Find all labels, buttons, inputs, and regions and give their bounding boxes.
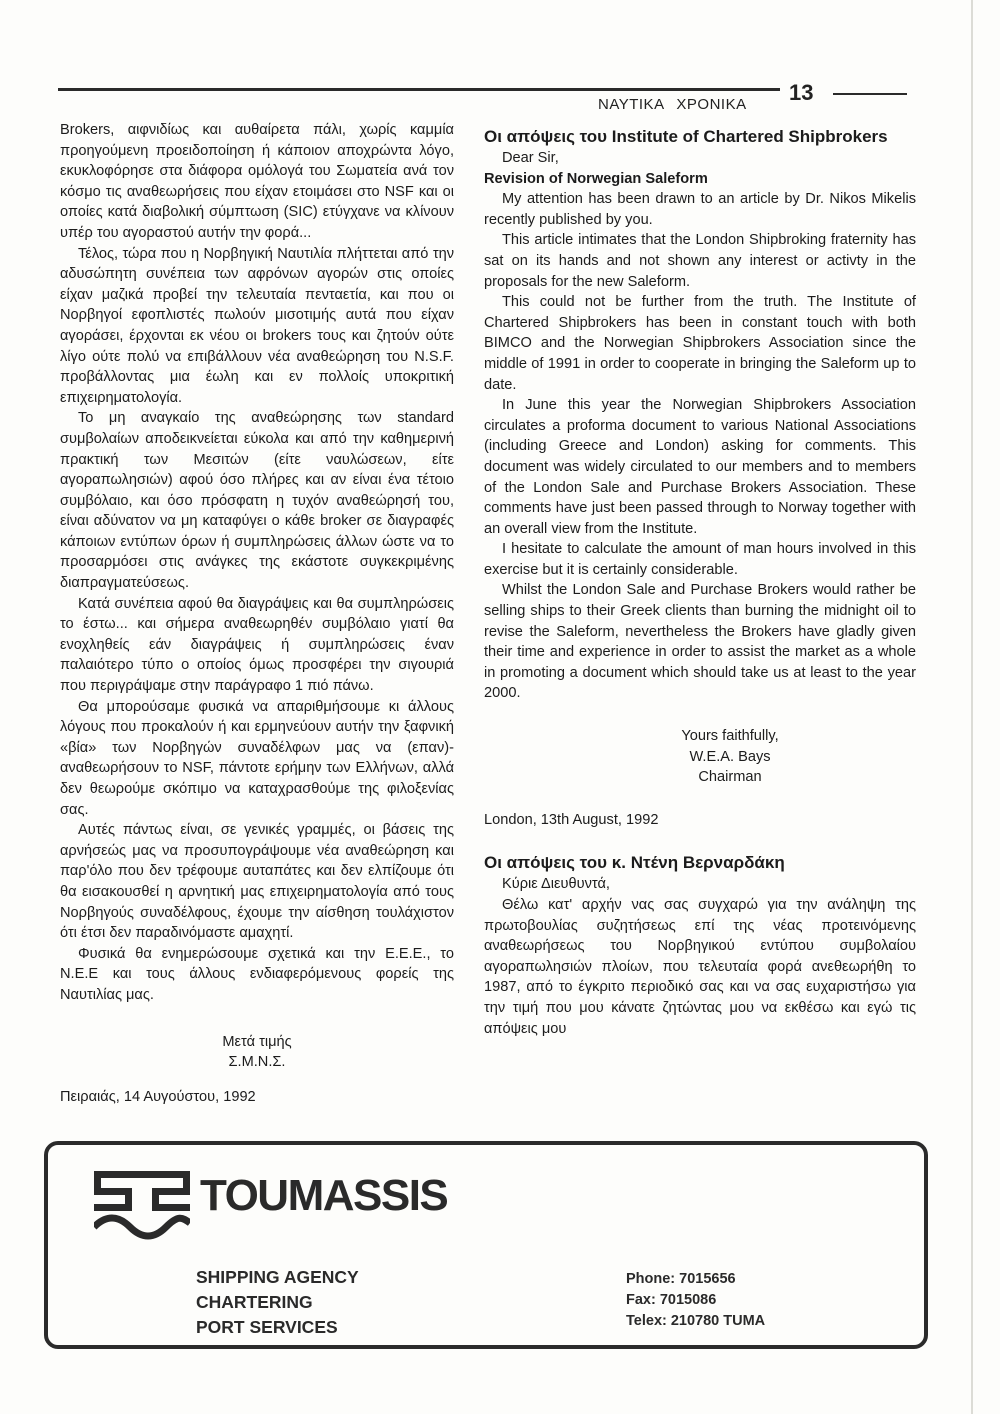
article1-closing: Yours faithfully,	[681, 728, 779, 745]
service-item: PORT SERVICES	[196, 1317, 338, 1337]
toumassis-advertisement	[44, 1141, 928, 1349]
left-column	[60, 120, 454, 1107]
article1-paragraph: This could not be further from the truth. The Institute of Chartered Shipbrokers has been in constant touch with both BIMCO and the Norwegian Shipbrokers Association since the middle of 1991 in order to cooperate in bringing the Saleform up to date.	[484, 294, 916, 393]
services-list	[196, 1265, 359, 1340]
service-item: CHARTERING	[196, 1292, 313, 1312]
left-closing: Μετά τιμής	[222, 1033, 292, 1050]
header-rule-right	[833, 93, 907, 95]
left-paragraph: Φυσικά θα ενημερώσουμε σχετικά και την Ε.Ε.Ε., το Ν.Ε.Ε και τους άλλους ενδιαφερόμενους φορείς της Ναυτιλίας μας.	[60, 945, 454, 1003]
article1-place-date: London, 13th August, 1992	[484, 811, 659, 828]
article1-paragraph: I hesitate to calculate the amount of man hours involved in this exercise but it is certainly considerable.	[484, 541, 916, 578]
right-column	[484, 126, 916, 1039]
left-place-date: Πειραιάς, 14 Αυγούστου, 1992	[60, 1088, 256, 1105]
left-paragraph: Θα μπορούσαμε φυσικά να απαριθμήσουμε κι άλλους λόγους που προκαλούν ή και ερμηνεύουν αυτήν την ξαφνική «βία» των Νορβηγών συναδέλφων μας να (επαν)-αναθεωρήσουν το NSF, πάντοτε ερήμην των Ελλήνων, αλλά δεν θεωρούμε σκόπιμο να καταχρασθούμε της φιλοξενίας σας.	[60, 698, 454, 818]
scan-edge-line	[971, 0, 973, 1414]
article1-signer: W.E.A. Bays	[689, 748, 771, 765]
contact-fax: Fax: 7015086	[626, 1292, 717, 1308]
contacts-list	[626, 1269, 765, 1332]
article1-paragraph: This article intimates that the London Shipbroking fraternity has sat on its hands and not shown any interest or activty in the proposals for the new Saleform.	[484, 232, 916, 290]
article2-paragraph: Θέλω κατ' αρχήν νας σας συγχαρώ για την ανάληψη της πρωτοβουλίας συζητήσεως επί της νέας προτεινόμενης αναθεωρήσεως του Νορβηγικού εντύπου συμβολαίου αγοραπωλησιών πλοίων, που τελευταία φορά ανεθεωρήθη το 1987, από το έγκριτο περιοδικό σας και να σας ευχαριστήσω για την τιμή που μου κάνατε ζητώντας μου να εκθέσω και εγώ τις απόψεις μου	[484, 897, 916, 1037]
article1-signature-block	[544, 726, 916, 788]
contact-telex: Telex: 210780 TUMA	[626, 1313, 766, 1329]
article1-paragraph: Whilst the London Sale and Purchase Brokers would rather be selling ships to their Greek clients than burning the midnight oil to revise the Saleform, nevertheless the Brokers have gladly given their time and experience in order to assist the market as a whole in promoting a document which should take us at least to the year 2000.	[484, 582, 916, 702]
toumassis-logo-icon	[94, 1171, 190, 1241]
left-paragraph: Αυτές πάντως είναι, σε γενικές γραμμές, οι βάσεις της αρνήσεώς μας να προσυπογράψουμε νέα αναθεώρηση και παρ'όλο που δεν τρέφουμε αυταπάτες και δεν ελπίζουμε ότι θα εισακουσθεί η αρνητική μας επιχειρηματολογία από τους Νορβηγούς συναδέλφους, έχουμε την αίσθηση τουλάχιστον ότι έτσι δεν παραδινόμαστε αμαχητί.	[60, 822, 454, 942]
left-paragraph: Brokers, αιφνιδίως και αυθαίρετα πάλι, χωρίς καμμία προηγούμενη προειδοποίηση ή κάποιον αποχρώντα λόγο, εκυκλοφόρησε στα διάφορα ομόλογά του Σωματεία ανά τον κόσμο τις αναθεωρήσεις που είχαν ετοιμάσει στο NSF και οι οποίες κατά διαβολική σύμπτωση (SIC) ετύγχανε να κλίνουν υπέρ του αγοραστού αυτήν την φορά...	[60, 122, 454, 241]
article1-paragraph: My attention has been drawn to an article by Dr. Nikos Mikelis recently published by you.	[484, 191, 916, 228]
article2-title: Οι απόψεις του κ. Ντένη Βερναρδάκη	[484, 853, 785, 873]
article1-salutation: Dear Sir,	[502, 150, 559, 166]
left-paragraph: Το μη αναγκαίο της αναθεώρησης των standard συμβολαίων αποδεικνείεται εύκολα και από την καθημερινή πρακτική των Μεσιτών (είτε ναυλώσεων, είτε αγοραπωλησιών) αφού όσο πλήρες και αν είναι ένα τέτοιο συμβόλαιο, και όσο πρόσφατη η τυχόν αναθεώρησή του, είναι αδύνατον να μη καταφύγει ο κάθε broker σε διαγραφές κάποιων εντύπων όρων ή συμπληρώσεις άλλων ώστε να το προσαρμόσει στις ανάγκες της εκάστοτε συγκεκριμένης διαπραγματεύσεως.	[60, 410, 454, 592]
contact-phone: Phone: 7015656	[626, 1271, 736, 1287]
article1-subheading: Revision of Norwegian Saleform	[484, 170, 708, 187]
service-item: SHIPPING AGENCY	[196, 1267, 359, 1287]
article1-paragraph: In June this year the Norwegian Shipbrokers Association circulates a proforma document to various National Associations (including Greece and London) asking for comments. This document was widely circulated to our members and to members of the London Sale and Purchase Brokers Association. These comments have just been passed through to Norway together with an overall view from the Institute.	[484, 397, 916, 537]
left-paragraph: Κατά συνέπεια αφού θα διαγράψεις και θα συμπληρώσεις το έστω... και σήμερα αναθεωρηθέν συμβόλαιο γιατί θα ενοχληθείς εάν διαγράψεις ή συμπληρώσεις έναν παλαιότερο τύπο ο οποίος όμως προσφέρει την σιγουριά που περιγράψαμε στην παράγραφο 1 πιό πάνω.	[60, 595, 454, 695]
left-paragraph: Τέλος, τώρα που η Νορβηγική Ναυτιλία πλήττεται από την αδυσώπητη συνέπεια των αφρόνων αγορών στις οποίες είχαν μαζικά προβεί την τελευταία πενταετία, και που οι Νορβηγοί εφοπλιστές πωλούν μισοτιμής αυτά που είχαν αγοράσει, έρχονται εκ νέου οι brokers τους και ζητούν ούτε λίγο ούτε πολύ να επιβάλλουν νέα αναθεώρηση του N.S.F. προβάλλοντας μια έωλη και εν πολλοίς υποκριτική επιχειρηματολογία.	[60, 245, 454, 406]
header-rule-left	[58, 88, 780, 91]
left-signature: Σ.Μ.Ν.Σ.	[228, 1054, 286, 1071]
article1-title: Οι απόψεις του Institute of Chartered Shipbrokers	[484, 127, 888, 146]
article2-salutation: Κύριε Διευθυντά,	[502, 876, 610, 893]
brand-name: TOUMASSIS	[200, 1171, 448, 1220]
article1-signer-title: Chairman	[698, 769, 762, 786]
running-head: ΝΑΥΤΙΚΑ ΧΡΟΝΙΚΑ	[598, 96, 747, 113]
page-number: 13	[789, 80, 814, 105]
